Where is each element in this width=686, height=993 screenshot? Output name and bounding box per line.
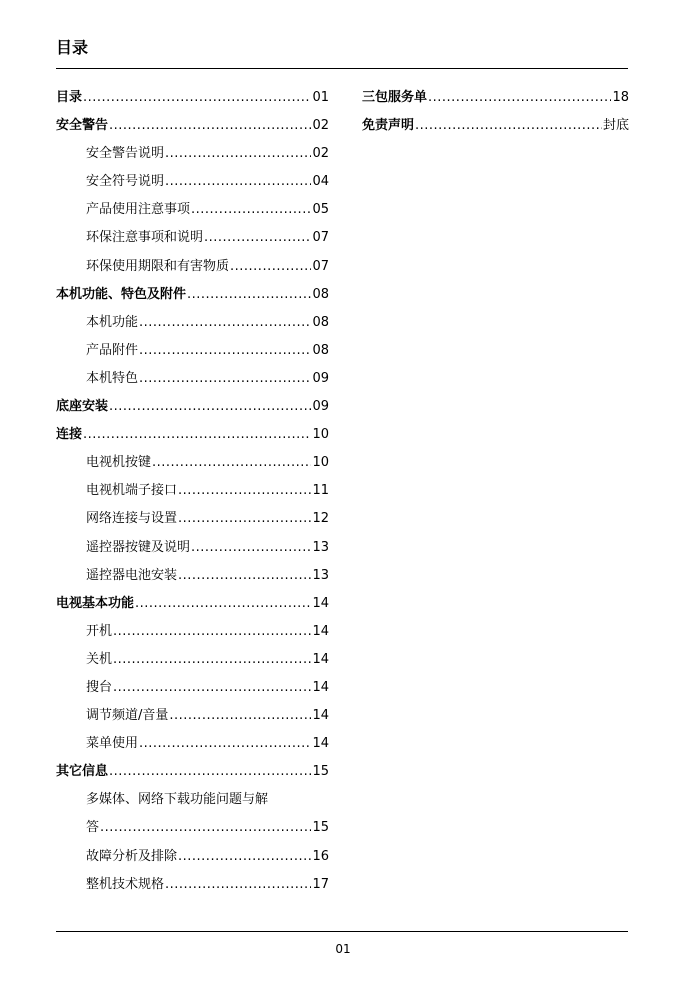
toc-subentry[interactable]: [56, 622, 329, 650]
toc-entry[interactable]: [56, 425, 329, 453]
toc-entry-page: 14: [312, 679, 329, 695]
toc-subentry[interactable]: [56, 847, 329, 875]
toc-leader-dots: [169, 706, 311, 726]
toc-entry-page: 02: [312, 118, 329, 134]
toc-entry-page: 02: [312, 146, 329, 162]
toc-subentry[interactable]: [56, 875, 329, 903]
toc-leader-dots: [139, 341, 311, 361]
toc-entry-label: 遥控器按键及说明: [86, 539, 191, 555]
toc-leader-dots: [204, 228, 311, 248]
toc-entry-label: 故障分析及排除: [86, 848, 178, 864]
toc-entry-label: 多媒体、网络下载功能问题与解: [86, 792, 269, 808]
toc-entry-label: 关机: [86, 651, 113, 667]
toc-subentry[interactable]: [56, 706, 329, 734]
toc-leader-dots: [230, 257, 311, 277]
toc-leader-dots: [152, 453, 311, 473]
toc-entry-label: 连接: [56, 427, 83, 443]
toc-subentry[interactable]: [56, 228, 329, 256]
toc-entry-page: 15: [312, 820, 329, 836]
toc-entry-label: 本机功能: [86, 314, 139, 330]
toc-entry-page: 封底: [602, 118, 629, 134]
toc-leader-dots: [178, 847, 311, 867]
toc-leader-dots: [135, 594, 311, 614]
footer-divider: [56, 931, 628, 932]
toc-entry-label: 安全符号说明: [86, 174, 165, 190]
toc-subentry[interactable]: [56, 313, 329, 341]
toc-entry-page: 10: [312, 455, 329, 471]
toc-leader-dots: [178, 566, 311, 586]
toc-entry-label: 电视机按键: [86, 455, 152, 471]
toc-entry[interactable]: [56, 285, 329, 313]
toc-entry-label: 底座安装: [56, 399, 109, 415]
toc-leader-dots: [165, 172, 311, 192]
toc-subentry[interactable]: [56, 650, 329, 678]
toc-subentry[interactable]: [56, 818, 329, 846]
toc-leader-dots: [100, 818, 311, 838]
toc-entry-page: 08: [312, 314, 329, 330]
toc-leader-dots: [415, 116, 602, 136]
toc-leader-dots: [139, 734, 311, 754]
toc-entry[interactable]: [56, 594, 329, 622]
toc-leader-dots: [165, 144, 311, 164]
toc-subentry[interactable]: [56, 734, 329, 762]
toc-column-left: [56, 88, 329, 903]
toc-leader-dots: [191, 200, 311, 220]
toc-entry-label: 搜台: [86, 679, 113, 695]
toc-entry[interactable]: [56, 116, 329, 144]
toc-entry-label: 目录: [56, 90, 83, 105]
toc-leader-dots: [178, 481, 311, 501]
toc-entry-label: 电视机端子接口: [86, 483, 178, 499]
toc-leader-dots: [139, 313, 311, 333]
toc-subentry[interactable]: [56, 200, 329, 228]
toc-entry-label: 安全警告说明: [86, 146, 165, 162]
toc-subentry[interactable]: [56, 566, 329, 594]
toc-leader-dots: [178, 509, 311, 529]
toc-entry-label: 电视基本功能: [56, 595, 135, 611]
toc-leader-dots: [109, 116, 311, 136]
toc-subentry[interactable]: [56, 172, 329, 200]
toc-entry-label: 网络连接与设置: [86, 511, 178, 527]
toc-entry-page: 14: [312, 708, 329, 724]
toc-entry-page: 18: [612, 90, 629, 105]
toc-leader-dots: [428, 88, 611, 108]
toc-entry-page: 12: [312, 511, 329, 527]
toc-entry-page: 13: [312, 567, 329, 583]
toc-entry-page: 09: [312, 399, 329, 415]
toc-entry-label: 答: [86, 820, 100, 836]
toc-entry-page: 08: [312, 286, 329, 302]
toc-leader-dots: [187, 285, 311, 305]
toc-entry-page: 07: [312, 230, 329, 246]
page-number: 01: [335, 942, 351, 956]
toc-leader-dots: [113, 678, 311, 698]
toc-entry-label: 环保使用期限和有害物质: [86, 258, 230, 274]
toc-subentry[interactable]: [56, 538, 329, 566]
toc-entry-label: 产品使用注意事项: [86, 202, 191, 218]
toc-leader-dots: [109, 397, 311, 417]
toc-entry-label: 本机特色: [86, 370, 139, 386]
toc-entry-page: 14: [312, 736, 329, 752]
toc-entry[interactable]: [56, 88, 329, 116]
toc-leader-dots: [109, 762, 311, 782]
toc-leader-dots: [113, 622, 311, 642]
toc-subentry[interactable]: [56, 509, 329, 537]
toc-leader-dots: [191, 538, 311, 558]
header-divider: [56, 68, 628, 69]
toc-entry-page: 09: [312, 370, 329, 386]
toc-subentry[interactable]: [56, 678, 329, 706]
toc-entry[interactable]: [362, 116, 629, 144]
page-title: 目录: [56, 38, 89, 57]
toc-entry-page: 11: [312, 483, 329, 499]
toc-entry[interactable]: [56, 762, 329, 790]
toc-subentry[interactable]: [56, 341, 329, 369]
toc-entry-label: 菜单使用: [86, 736, 139, 752]
toc-entry-page: 14: [312, 595, 329, 611]
toc-leader-dots: [165, 875, 311, 895]
toc-entry-page: 15: [312, 764, 329, 780]
toc-entry-label: 开机: [86, 623, 113, 639]
toc-entry-page: 07: [312, 258, 329, 274]
toc-entry[interactable]: [56, 397, 329, 425]
toc-entry-label: 遥控器电池安装: [86, 567, 178, 583]
toc-column-right: [362, 88, 629, 144]
toc-subentry[interactable]: [56, 369, 329, 397]
toc-subentry[interactable]: [56, 257, 329, 285]
toc-entry-label: 环保注意事项和说明: [86, 230, 204, 246]
toc-entry-label: 安全警告: [56, 118, 109, 134]
toc-entry-page: 08: [312, 342, 329, 358]
toc-entry[interactable]: [362, 88, 629, 116]
toc-leader-dots: [139, 369, 311, 389]
toc-subentry[interactable]: [56, 481, 329, 509]
toc-entry-label: 三包服务单: [362, 90, 428, 105]
toc-entry-label: 调节频道/音量: [86, 708, 169, 724]
toc-subentry-wrap[interactable]: [56, 790, 329, 818]
toc-entry-label: 本机功能、特色及附件: [56, 286, 187, 302]
toc-entry-label: 免责声明: [362, 118, 415, 134]
toc-subentry[interactable]: [56, 453, 329, 481]
toc-entry-label: 产品附件: [86, 342, 139, 358]
toc-entry-page: 04: [312, 174, 329, 190]
toc-entry-label: 其它信息: [56, 764, 109, 780]
toc-entry-page: 01: [312, 90, 329, 105]
toc-entry-page: 14: [312, 651, 329, 667]
toc-subentry[interactable]: [56, 144, 329, 172]
toc-entry-page: 05: [312, 202, 329, 218]
toc-entry-label: 整机技术规格: [86, 876, 165, 892]
toc-leader-dots: [113, 650, 311, 670]
toc-entry-page: 10: [312, 427, 329, 443]
toc-leader-dots: [83, 88, 311, 108]
toc-entry-page: 17: [312, 876, 329, 892]
toc-entry-page: 13: [312, 539, 329, 555]
toc-leader-dots: [83, 425, 311, 445]
toc-entry-page: 16: [312, 848, 329, 864]
toc-entry-page: 14: [312, 623, 329, 639]
